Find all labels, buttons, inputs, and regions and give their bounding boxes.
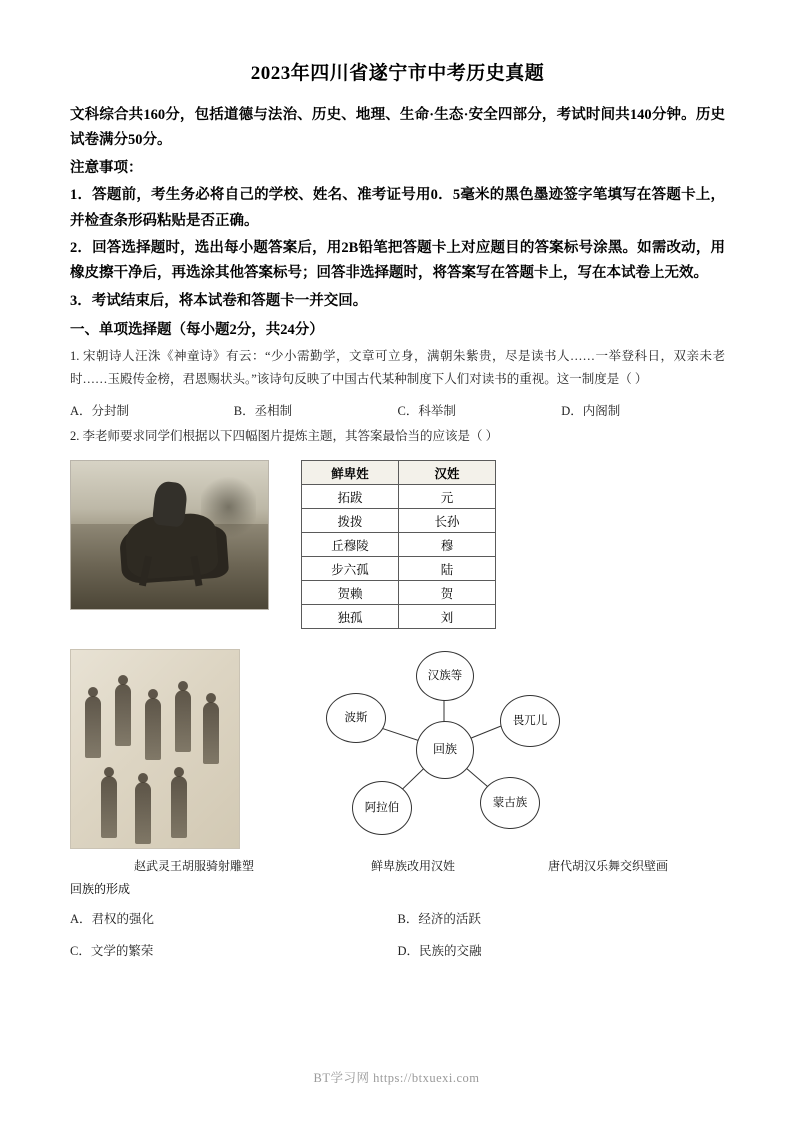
mural-figure xyxy=(135,782,151,844)
diagram-node-han: 汉族等 xyxy=(416,651,474,701)
table-row xyxy=(302,581,496,605)
surname-table xyxy=(301,460,496,629)
question-2-text: 2. 李老师要求同学们根据以下四幅图片提炼主题，其答案最恰当的应该是（ ） xyxy=(70,429,499,444)
table-cell: 穆 xyxy=(399,533,496,557)
mural-figure xyxy=(145,698,161,760)
document-content xyxy=(70,58,725,973)
question-2-options-row-1 xyxy=(70,909,725,927)
table-cell: 拓跋 xyxy=(302,485,399,509)
section-heading: 一、单项选择题（每小题2分，共24分） xyxy=(70,322,324,338)
figure-captions xyxy=(70,857,725,874)
question-1-option-d[interactable]: D．内阁制 xyxy=(561,404,621,419)
intro-paragraph-2: 1．答题前，考生务必将自己的学校、姓名、准考证号用0．5毫米的黑色墨迹签字笔填写在答题卡上，并检查条形码粘贴是否正确。 xyxy=(70,187,725,229)
question-2-options xyxy=(70,909,725,959)
question-1-options xyxy=(70,401,725,419)
table-header-xianbei: 鲜卑姓 xyxy=(302,461,399,485)
table-row xyxy=(302,533,496,557)
question-2-option-b[interactable]: B．经济的活跃 xyxy=(397,912,481,927)
mural-figure xyxy=(115,684,131,746)
intro-paragraph-4: 3．考试结束后，将本试卷和答题卡一并交回。 xyxy=(70,292,368,309)
caption-statue: 赵武灵王胡服骑射雕塑 xyxy=(133,859,254,874)
question-1-text: 1. 宋朝诗人汪洙《神童诗》有云：“少小需勤学，文章可立身，满朝朱紫贵，尽是读书人……一举登科日，双亲未老时……玉殿传金榜，君恩赐状头。”该诗句反映了中国古代某种制度下人们对读书的重视。这一制度是（ ） xyxy=(70,349,725,387)
question-2-options-row-2 xyxy=(70,941,725,959)
table-cell: 拨拨 xyxy=(302,509,399,533)
question-2-option-c[interactable]: C．文学的繁荣 xyxy=(70,944,154,959)
figure-row-1 xyxy=(70,460,725,629)
table-header-row xyxy=(302,461,496,485)
statue-image xyxy=(70,460,269,610)
diagram-node-weiwuer: 畏兀儿 xyxy=(500,695,560,747)
question-2-option-a[interactable]: A．君权的强化 xyxy=(70,912,155,927)
figure-row-2 xyxy=(70,649,725,849)
table-cell: 元 xyxy=(399,485,496,509)
caption-hui-formation: 回族的形成 xyxy=(70,882,131,897)
intro-notice-label: 注意事项： xyxy=(70,159,143,176)
mural-figure xyxy=(101,776,117,838)
diagram-node-mongol: 蒙古族 xyxy=(480,777,540,829)
mural-figure xyxy=(171,776,187,838)
caption-surname-table: 鲜卑族改用汉姓 xyxy=(370,859,455,874)
question-1-option-c[interactable]: C．科举制 xyxy=(397,404,456,419)
diagram-node-persia: 波斯 xyxy=(326,693,386,743)
table-row xyxy=(302,557,496,581)
table-cell: 独孤 xyxy=(302,605,399,629)
table-cell: 贺赖 xyxy=(302,581,399,605)
intro-paragraph-3: 2．回答选择题时，选出每小题答案后，用2B铅笔把答题卡上对应题目的答案标号涂黑。如需改动，用橡皮擦干净后，再选涂其他答案标号；回答非选择题时，将答案写在答题卡上，写在本试卷上无效。 xyxy=(70,239,725,282)
diagram-node-arab: 阿拉伯 xyxy=(352,781,412,835)
table-cell: 丘穆陵 xyxy=(302,533,399,557)
page-footer-watermark: BT学习网 https://btxuexi.com xyxy=(313,1071,480,1085)
table-cell: 陆 xyxy=(399,557,496,581)
table-cell: 步六孤 xyxy=(302,557,399,581)
mural-figure xyxy=(175,690,191,752)
table-row xyxy=(302,605,496,629)
table-cell: 刘 xyxy=(399,605,496,629)
mural-figure xyxy=(85,696,101,758)
question-1-option-a[interactable]: A．分封制 xyxy=(70,404,130,419)
table-cell: 贺 xyxy=(399,581,496,605)
intro-paragraph-1: 文科综合共160分，包括道德与法治、历史、地理、生命·生态·安全四部分，考试时间共140分钟。历史试卷满分50分。 xyxy=(70,107,725,149)
page-title: 2023年四川省遂宁市中考历史真题 xyxy=(250,63,545,84)
table-row xyxy=(302,485,496,509)
question-2-option-d[interactable]: D．民族的交融 xyxy=(397,944,482,959)
table-row xyxy=(302,509,496,533)
hui-formation-diagram xyxy=(294,649,594,849)
table-cell: 长孙 xyxy=(399,509,496,533)
mural-figure xyxy=(203,702,219,764)
table-header-han: 汉姓 xyxy=(399,461,496,485)
statue-rider xyxy=(152,481,188,528)
diagram-node-center: 回族 xyxy=(416,721,474,779)
mural-image xyxy=(70,649,240,849)
caption-mural: 唐代胡汉乐舞交织壁画 xyxy=(547,859,668,874)
question-1-option-b[interactable]: B．丞相制 xyxy=(233,404,293,419)
